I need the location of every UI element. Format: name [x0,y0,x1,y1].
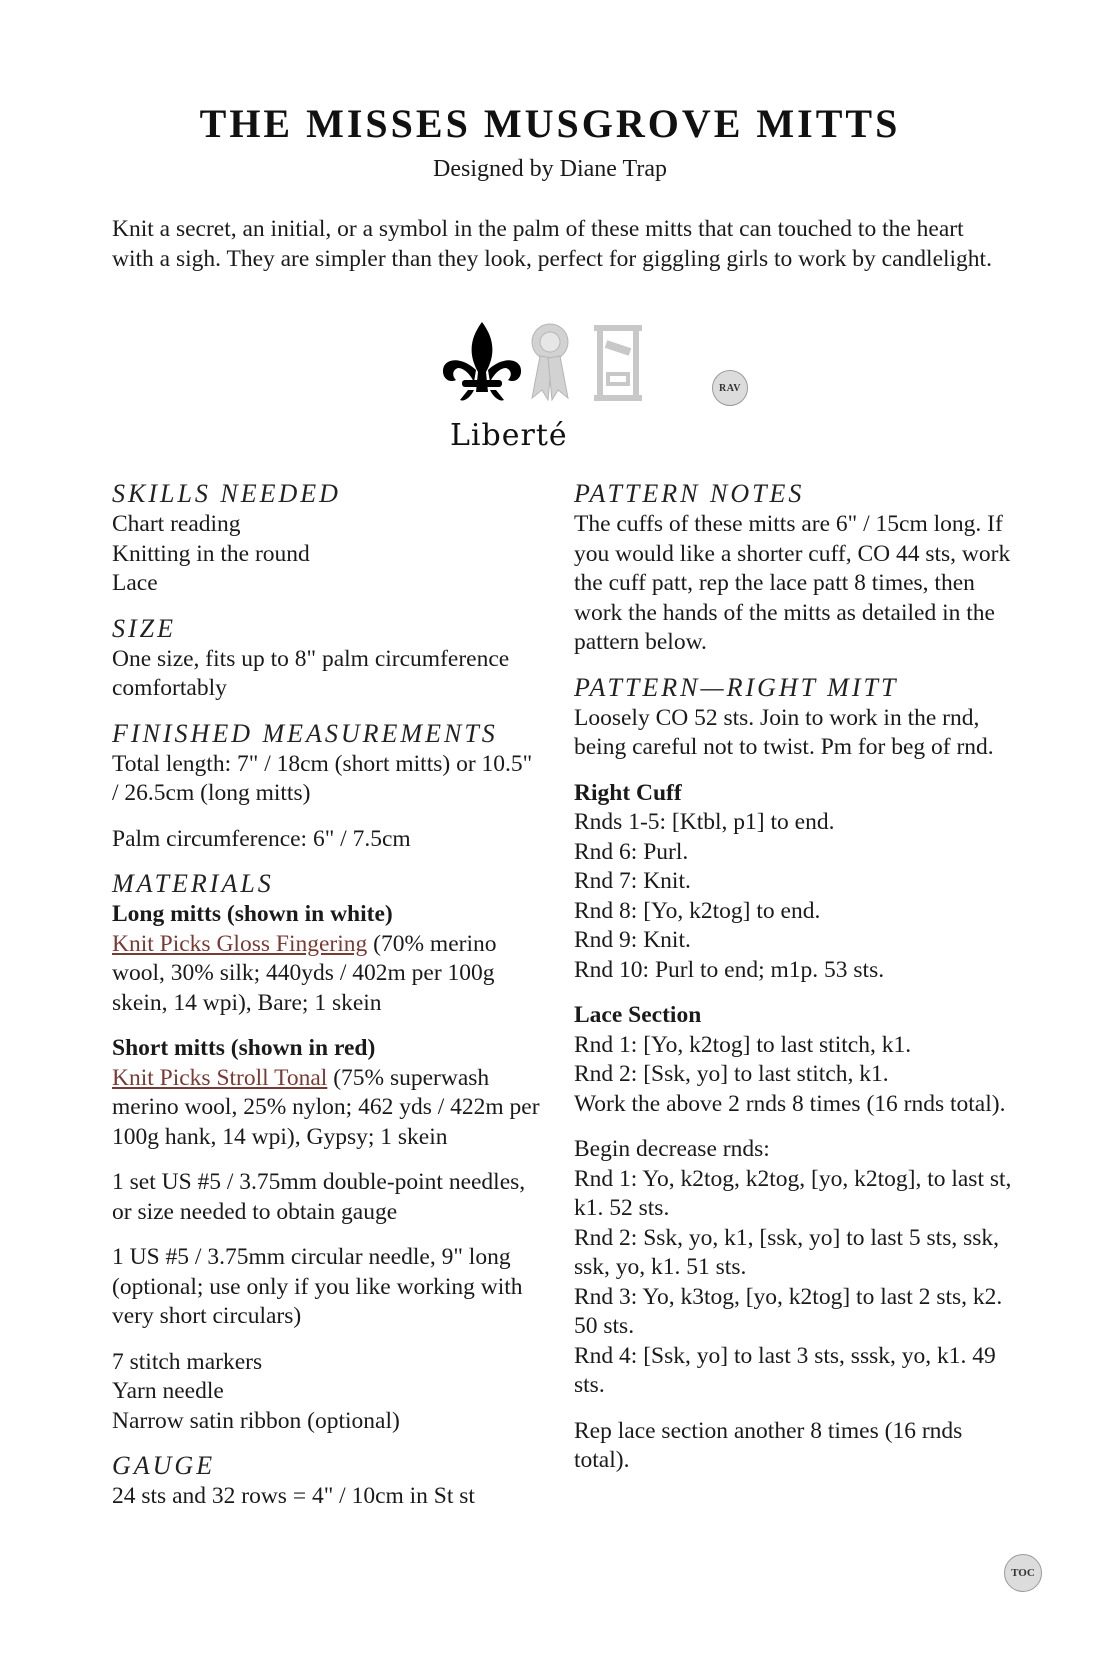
long-mitts-yarn [112,930,542,1019]
cuff-row: Rnd 9: Knit. [574,927,691,953]
stroll-tonal-link[interactable]: Knit Picks Stroll Tonal [112,1064,328,1091]
decrease-row: Rnd 3: Yo, k3tog, [yo, k2tog] to last 2 sts, k2. 50 sts. [574,1283,1003,1339]
cuff-row: Rnd 8: [Yo, k2tog] to end. [574,897,821,924]
lace-row: Work the above 2 rnds 8 times (16 rnds total). [574,1090,1006,1117]
pattern-notes-heading: PATTERN NOTES [574,479,805,508]
toc-badge[interactable]: TOC [1004,1554,1042,1592]
skill-item: Chart reading [112,511,241,537]
lace-section-heading: Lace Section [574,1002,702,1028]
short-mitts-yarn-details: (75% superwash merino wool, 25% nylon; 462 yds / 422m per 100g hank, 14 wpi), Gypsy; 1 skein [112,1064,540,1150]
size-text: One size, fits up to 8" palm circumference comfortably [112,645,510,701]
short-mitts-yarn [112,1064,542,1153]
lace-row: Rnd 2: [Ssk, yo] to last stitch, k1. [574,1061,889,1087]
right-column [574,478,1014,1476]
long-mitts-heading: Long mitts (shown in white) [112,901,393,927]
decrease-row: Rnd 4: [Ssk, yo] to last 3 sts, sssk, yo, k1. 49 sts. [574,1342,996,1398]
size-heading: SIZE [112,613,176,643]
pattern-notes-text: The cuffs of these mitts are 6" / 15cm long. If you would like a shorter cuff, CO 44 sts, work the cuff patt, rep the lace patt 8 times, then work the hands of the mitts as detailed in the pattern below. [574,511,1011,655]
guillotine-icon [594,328,642,398]
fleur-de-lis-icon [440,320,680,420]
decrease-row: Rnd 1: Yo, k2tog, k2tog, [yo, k2tog], to last st, k1. 52 sts. [574,1165,1012,1221]
dpn-needles-text: 1 set US #5 / 3.75mm double-point needles, or size needed to obtain gauge [112,1169,526,1225]
skills-heading: SKILLS NEEDED [112,479,341,508]
pattern-right-mitt-heading: PATTERN—RIGHT MITT [574,672,899,702]
skill-item: Knitting in the round [112,540,310,567]
palm-text: Palm circumference: 6" / 7.5cm [112,825,411,852]
circular-needle-text: 1 US #5 / 3.75mm circular needle, 9" long (optional; use only if you like working with very short circulars) [112,1244,523,1329]
measurements-heading: FINISHED MEASUREMENTS [112,718,498,748]
gauge-text: 24 sts and 32 rows = 4" / 10cm in St st [112,1483,475,1509]
cuff-row: Rnd 6: Purl. [574,838,689,865]
decrease-heading: Begin decrease rnds: [574,1136,770,1162]
page-title: THE MISSES MUSGROVE MITTS [199,101,901,146]
cuff-row: Rnd 7: Knit. [574,868,691,894]
skill-item: Lace [112,570,158,596]
logo-strip [440,320,780,460]
liberte-logo-text: Liberté [450,418,568,453]
left-column [112,478,542,1512]
materials-heading: MATERIALS [112,869,274,898]
cuff-row: Rnd 10: Purl to end; m1p. 53 sts. [574,956,885,983]
pattern-right-mitt-text: Loosely CO 52 sts. Join to work in the rnd, being careful not to twist. Pm for beg of rnd. [574,704,994,760]
gauge-heading: GAUGE [112,1451,216,1480]
long-mitts-yarn-details: (70% merino wool, 30% silk; 440yds / 402m per 100g skein, 14 wpi), Bare; 1 skein [112,930,497,1016]
lace-row: Rnd 1: [Yo, k2tog] to last stitch, k1. [574,1031,912,1058]
notion-item: Narrow satin ribbon (optional) [112,1407,400,1434]
right-cuff-heading: Right Cuff [574,779,682,806]
gloss-fingering-link[interactable]: Knit Picks Gloss Fingering [112,930,368,957]
intro-paragraph: Knit a secret, an initial, or a symbol in the palm of these mitts that can touched to the heart with a sigh. They are simpler than they look, perfect for giggling girls to work by candlelight. [112,216,992,272]
notion-item: 7 stitch markers [112,1348,263,1375]
notion-item: Yarn needle [112,1378,224,1404]
short-mitts-heading: Short mitts (shown in red) [112,1035,376,1061]
decrease-row: Rnd 2: Ssk, yo, k1, [ssk, yo] to last 5 sts, ssk, ssk, yo, k1. 51 sts. [574,1224,1000,1280]
repeat-lace-text: Rep lace section another 8 times (16 rnds total). [574,1417,963,1473]
ribbon-icon [532,324,568,400]
ravelry-badge[interactable]: RAV [712,370,748,406]
designer-byline: Designed by Diane Trap [433,156,667,182]
cuff-row: Rnds 1-5: [Ktbl, p1] to end. [574,809,835,835]
length-text: Total length: 7" / 18cm (short mitts) or 10.5" / 26.5cm (long mitts) [112,750,533,806]
